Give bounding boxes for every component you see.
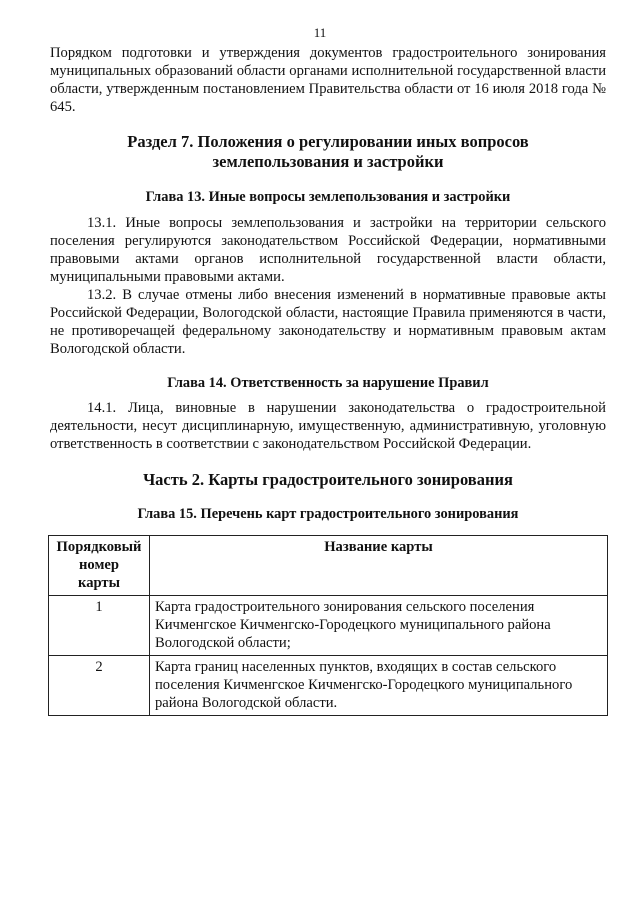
section-title-line-1: Раздел 7. Положения о регулировании иных вопросов [127,132,529,151]
table-row [49,656,608,716]
row-map-name: Карта границ населенных пунктов, входящих в состав сельского поселения Кичменгское Кичменгско-Городецкого муниципального района Вологодской области. [150,656,608,716]
chapter-13-title: Глава 13. Иные вопросы землепользования и застройки [145,189,511,205]
row-number: 1 [49,596,150,656]
maps-table [48,535,608,716]
row-map-name: Карта градостроительного зонирования сельского поселения Кичменгское Кичменгско-Городецкого муниципального района Вологодской области; [150,596,608,656]
header-number-line-3: карты [78,575,120,591]
header-number-line-2: номер [79,557,119,573]
part-2-title: Часть 2. Карты градостроительного зонирования [143,470,513,489]
chapter-14-title: Глава 14. Ответственность за нарушение Правил [167,375,489,391]
chapter-15-title: Глава 15. Перечень карт градостроительного зонирования [137,506,519,522]
section-title [50,132,606,172]
paragraph-13-1: 13.1. Иные вопросы землепользования и застройки на территории сельского поселения регулируются законодательством Российской Федерации, нормативными правовыми актами органов исполнительной государственной власти области, муниципальными правовыми актами. [50,215,606,285]
table-header-row [49,536,608,596]
table-row [49,596,608,656]
header-number [49,536,150,596]
page-number: 11 [313,25,327,40]
paragraph-14-1: 14.1. Лица, виновные в нарушении законодательства о градостроительной деятельности, несут дисциплинарную, имущественную, административную, уголовную ответственность в соответствии с законодательством Российской Федерации. [50,400,606,452]
section-title-line-2: землепользования и застройки [212,152,444,171]
header-number-line-1: Порядковый [56,539,142,555]
header-map-name: Название карты [150,536,608,596]
intro-paragraph: Порядком подготовки и утверждения документов градостроительного зонирования муниципальных образований области органами исполнительной государственной власти области, утвержденным постановлением Правительства области от 16 июля 2018 года № 645. [50,45,606,115]
row-number: 2 [49,656,150,716]
page-content [50,44,606,716]
paragraph-13-2: 13.2. В случае отмены либо внесения изменений в нормативные правовые акты Российской Федерации, Вологодской области, настоящие Правила применяются в части, не противоречащей федеральному законодательству и нормативным правовым актам Вологодской области. [50,287,606,357]
